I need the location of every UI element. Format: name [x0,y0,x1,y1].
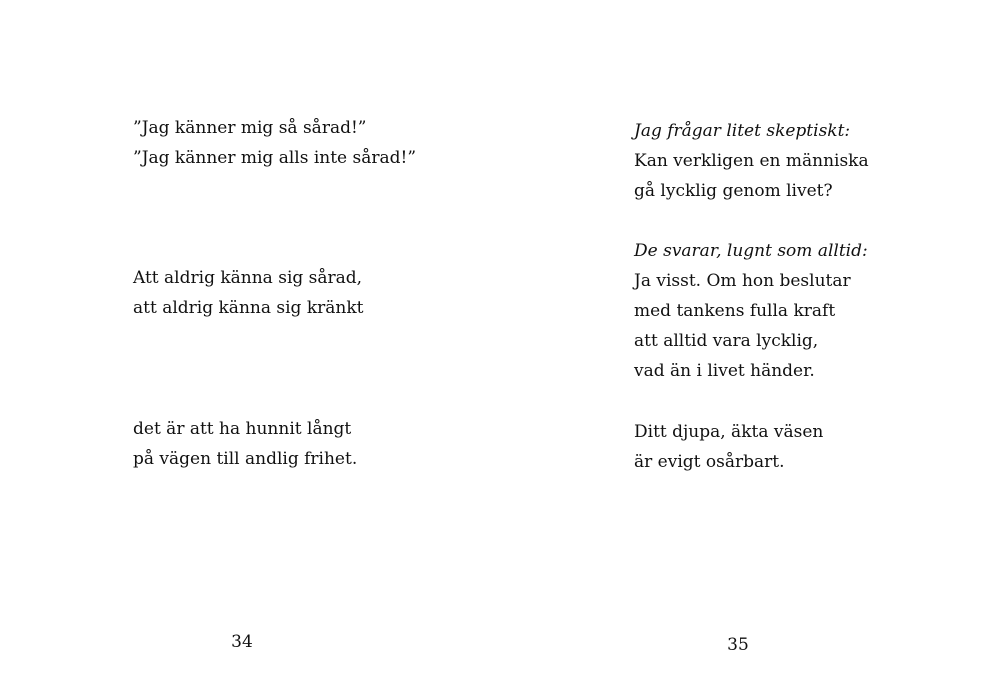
poem-line: ”Jag känner mig alls inte sårad!” [133,148,417,168]
poem-line: Kan verkligen en människa [634,151,869,171]
stanza [133,263,363,323]
poem-line: Att aldrig känna sig sårad, [133,268,363,288]
page-number: 34 [231,632,253,652]
poem-line-question-intro: Jag frågar litet skeptiskt: [634,121,851,141]
poem-line: att alltid vara lycklig, [634,331,819,351]
poem-line: gå lycklig genom livet? [634,181,833,201]
poem-line: Ditt djupa, äkta väsen [634,422,824,442]
poem-line: att aldrig känna sig kränkt [133,298,364,318]
poem-line: är evigt osårbart. [634,452,785,472]
stanza [133,414,357,474]
stanza [634,236,868,386]
poem-line: på vägen till andlig frihet. [133,449,358,469]
poem-line: ”Jag känner mig så sårad!” [133,118,367,138]
poem-line: med tankens fulla kraft [634,301,836,321]
page-number: 35 [727,635,749,655]
stanza [634,116,869,206]
poem-line: vad än i livet händer. [634,361,815,381]
stanza [634,417,823,477]
poem-line-answer-intro: De svarar, lugnt som alltid: [634,241,868,261]
poem-line: det är att ha hunnit långt [133,419,352,439]
stanza [133,113,416,173]
poem-line: Ja visst. Om hon beslutar [634,271,851,291]
right-page [500,0,1000,690]
